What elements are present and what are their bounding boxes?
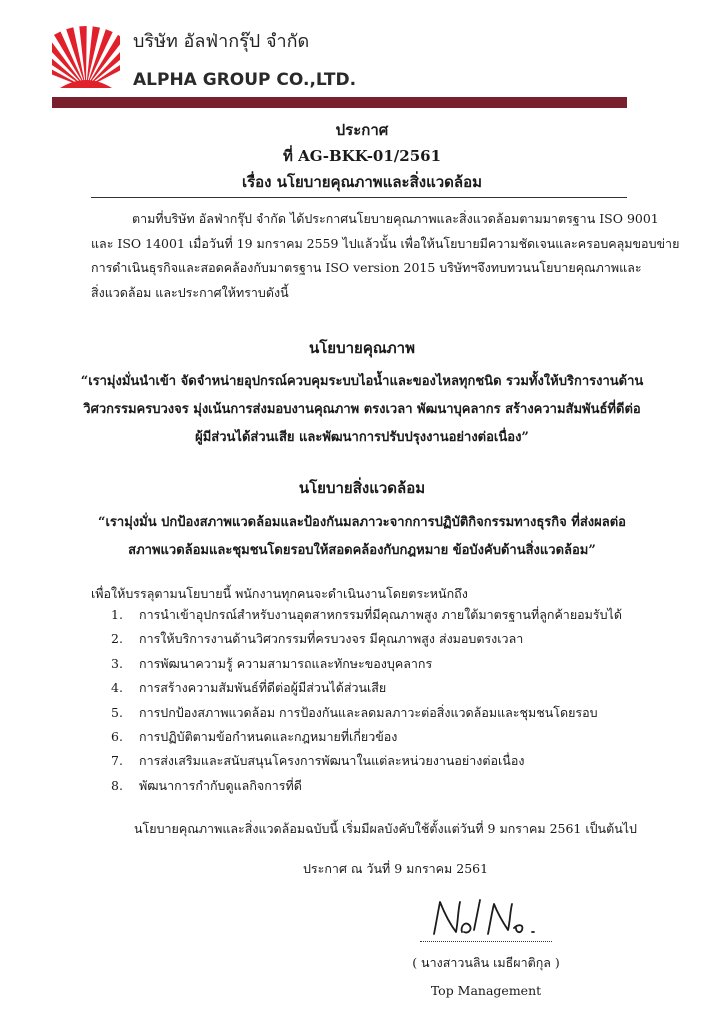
intro-paragraph bbox=[91, 207, 680, 305]
intro-line: การดำเนินธุรกิจและสอดคล้องกับมาตรฐาน ISO version 2015 บริษัทฯจึงทบทวนนโยบายคุณภาพและ bbox=[91, 260, 642, 275]
environment-policy-title: นโยบายสิ่งแวดล้อม bbox=[298, 479, 426, 497]
list-number: 4. bbox=[111, 680, 123, 696]
company-name-thai: บริษัท อัลฟ่ากรุ๊ป จำกัด bbox=[133, 31, 310, 52]
list-item bbox=[111, 603, 641, 627]
handwritten-signature bbox=[428, 896, 548, 942]
list-item bbox=[111, 652, 641, 676]
quality-policy-statement bbox=[80, 368, 644, 452]
quality-policy-title: นโยบายคุณภาพ bbox=[309, 339, 415, 357]
list-text: การปฏิบัติตามข้อกำหนดและกฎหมายที่เกี่ยวข้อง bbox=[139, 728, 398, 744]
list-text: การนำเข้าอุปกรณ์สำหรับงานอุตสาหกรรมที่มีคุณภาพสูง ภายใต้มาตรฐานที่ลูกค้ายอมรับได้ bbox=[139, 607, 622, 622]
quality-policy-line: “เรามุ่งมั่นนำเข้า จัดจำหน่ายอุปกรณ์ควบคุมระบบไอน้ำและของไหลทุกชนิด รวมทั้งให้บริการงานด้าน bbox=[80, 374, 644, 389]
list-item bbox=[111, 725, 641, 749]
list-number: 5. bbox=[111, 704, 123, 720]
logo-base bbox=[60, 80, 112, 88]
list-text: การพัฒนาความรู้ ความสามารถและทักษะของบุคลากร bbox=[139, 655, 433, 671]
announcement-subject: เรื่อง นโยบายคุณภาพและสิ่งแวดล้อม bbox=[241, 173, 483, 191]
list-number: 6. bbox=[111, 728, 123, 744]
list-text: การสร้างความสัมพันธ์ที่ดีต่อผู้มีส่วนได้ส่วนเสีย bbox=[139, 680, 387, 696]
quality-policy-line: วิศวกรรมครบวงจร มุ่งเน้นการส่งมอบงานคุณภาพ ตรงเวลา พัฒนาบุคลากร สร้างความสัมพันธ์ที่ดีต่อ bbox=[83, 402, 641, 417]
intro-line: และ ISO 14001 เมื่อวันที่ 19 มกราคม 2559 ไปแล้วนั้น เพื่อให้นโยบายมีความชัดเจนและครอบคลุมขอบข่าย bbox=[91, 235, 680, 251]
list-number: 8. bbox=[111, 777, 123, 793]
signer-name: ( นางสาวนลิน เมธีผาติกุล ) bbox=[412, 955, 560, 970]
environment-policy-statement bbox=[80, 509, 644, 565]
list-item bbox=[111, 676, 641, 700]
list-item bbox=[111, 627, 641, 651]
list-number: 2. bbox=[111, 631, 123, 647]
company-name-english: ALPHA GROUP CO.,LTD. bbox=[133, 70, 357, 90]
list-number: 3. bbox=[111, 655, 123, 671]
list-text: การส่งเสริมและสนับสนุนโครงการพัฒนาในแต่ละหน่วยงานอย่างต่อเนื่อง bbox=[139, 753, 525, 769]
announcement-number: ที่ AG-BKK-01/2561 bbox=[282, 147, 442, 165]
announcement-date: ประกาศ ณ วันที่ 9 มกราคม 2561 bbox=[303, 861, 489, 876]
intro-line: ตามที่บริษัท อัลฟ่ากรุ๊ป จำกัด ได้ประกาศนโยบายคุณภาพและสิ่งแวดล้อมตามมาตรฐาน ISO 9001 bbox=[132, 211, 659, 226]
signature-line bbox=[420, 941, 552, 942]
commitments-list bbox=[111, 603, 641, 798]
signer-role: Top Management bbox=[430, 983, 542, 998]
list-number: 7. bbox=[111, 753, 123, 769]
list-text: การให้บริการงานด้านวิศวกรรมที่ครบวงจร มีคุณภาพสูง ส่งมอบตรงเวลา bbox=[139, 631, 524, 647]
effective-date-statement: นโยบายคุณภาพและสิ่งแวดล้อมฉบับนี้ เริ่มมีผลบังคับใช้ตั้งแต่วันที่ 9 มกราคม 2561 เป็นต้นไป bbox=[134, 821, 637, 836]
announcement-title: ประกาศ bbox=[335, 121, 389, 139]
list-item bbox=[111, 749, 641, 773]
alpha-group-logo-icon bbox=[52, 22, 120, 90]
quality-policy-line: ผู้มีส่วนได้ส่วนเสีย และพัฒนาการปรับปรุงงานอย่างต่อเนื่อง” bbox=[195, 430, 529, 445]
header-bar bbox=[52, 97, 627, 108]
list-item bbox=[111, 774, 641, 798]
commitments-lead: เพื่อให้บรรลุตามนโยบายนี้ พนักงานทุกคนจะดำเนินงานโดยตระหนักถึง bbox=[91, 586, 468, 601]
list-item bbox=[111, 701, 641, 725]
list-text: พัฒนาการกำกับดูแลกิจการที่ดี bbox=[139, 777, 302, 793]
list-number: 1. bbox=[111, 607, 123, 622]
intro-line: สิ่งแวดล้อม และประกาศให้ทราบดังนี้ bbox=[91, 284, 289, 300]
divider bbox=[91, 197, 627, 198]
environment-policy-line: “เรามุ่งมั่น ปกป้องสภาพแวดล้อมและป้องกันมลภาวะจากการปฏิบัติกิจกรรมทางธุรกิจ ที่ส่งผลต่อ bbox=[98, 515, 626, 530]
environment-policy-line: สภาพแวดล้อมและชุมชนโดยรอบให้สอดคล้องกับกฎหมาย ข้อบังคับด้านสิ่งแวดล้อม” bbox=[128, 543, 596, 558]
list-text: การปกป้องสภาพแวดล้อม การป้องกันและลดมลภาวะต่อสิ่งแวดล้อมและชุมชนโดยรอบ bbox=[139, 704, 598, 720]
